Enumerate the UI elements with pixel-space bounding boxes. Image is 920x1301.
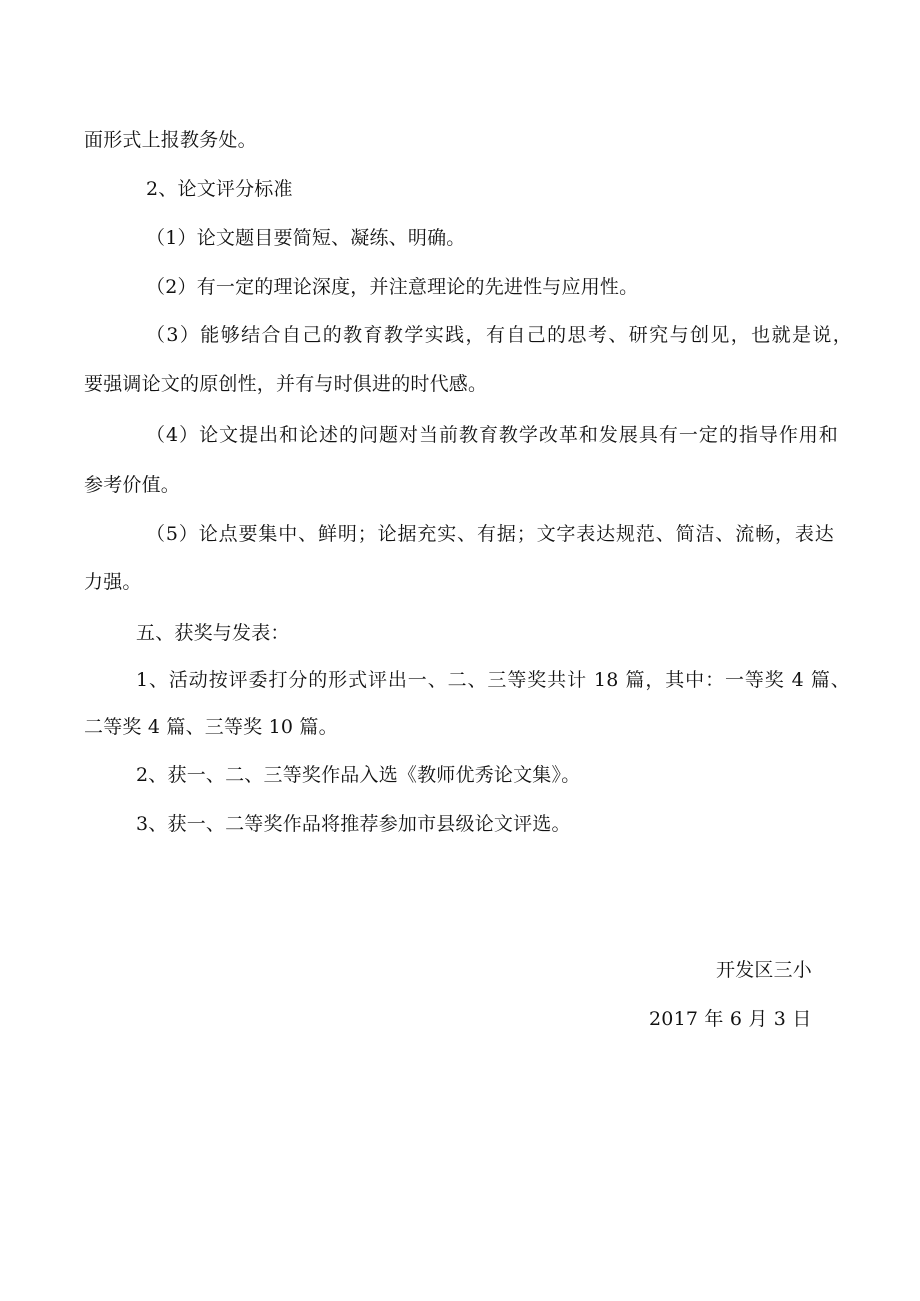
paragraph-line: 要强调论文的原创性，并有与时俱进的时代感。	[84, 373, 488, 395]
paragraph-line: 二等奖 4 篇、三等奖 10 篇。	[84, 716, 338, 738]
paragraph-line: 参考价值。	[84, 474, 181, 496]
list-item: （2）有一定的理论深度，并注意理论的先进性与应用性。	[146, 276, 639, 298]
paragraph-line: 面形式上报教务处。	[84, 129, 257, 151]
list-item: 1、活动按评委打分的形式评出一、二、三等奖共计 18 篇，其中：一等奖 4 篇、	[136, 669, 850, 691]
list-item: 3、获一、二等奖作品将推荐参加市县级论文评选。	[136, 813, 571, 835]
paragraph-line: 力强。	[84, 571, 142, 593]
list-item: （5）论点要集中、鲜明；论据充实、有据；文字表达规范、简洁、流畅，表达	[146, 523, 834, 545]
section-heading: 五、获奖与发表：	[136, 622, 290, 644]
signature-organization: 开发区三小	[716, 959, 813, 981]
list-item: （1）论文题目要简短、凝练、明确。	[146, 227, 466, 249]
list-item: （4）论文提出和论述的问题对当前教育教学改革和发展具有一定的指导作用和	[146, 424, 838, 446]
list-item: （3）能够结合自己的教育教学实践，有自己的思考、研究与创见，也就是说，	[146, 324, 852, 346]
list-item: 2、获一、二、三等奖作品入选《教师优秀论文集》。	[136, 764, 581, 786]
section-heading: 2、论文评分标准	[146, 178, 293, 200]
signature-date: 2017 年 6 月 3 日	[649, 1008, 812, 1030]
